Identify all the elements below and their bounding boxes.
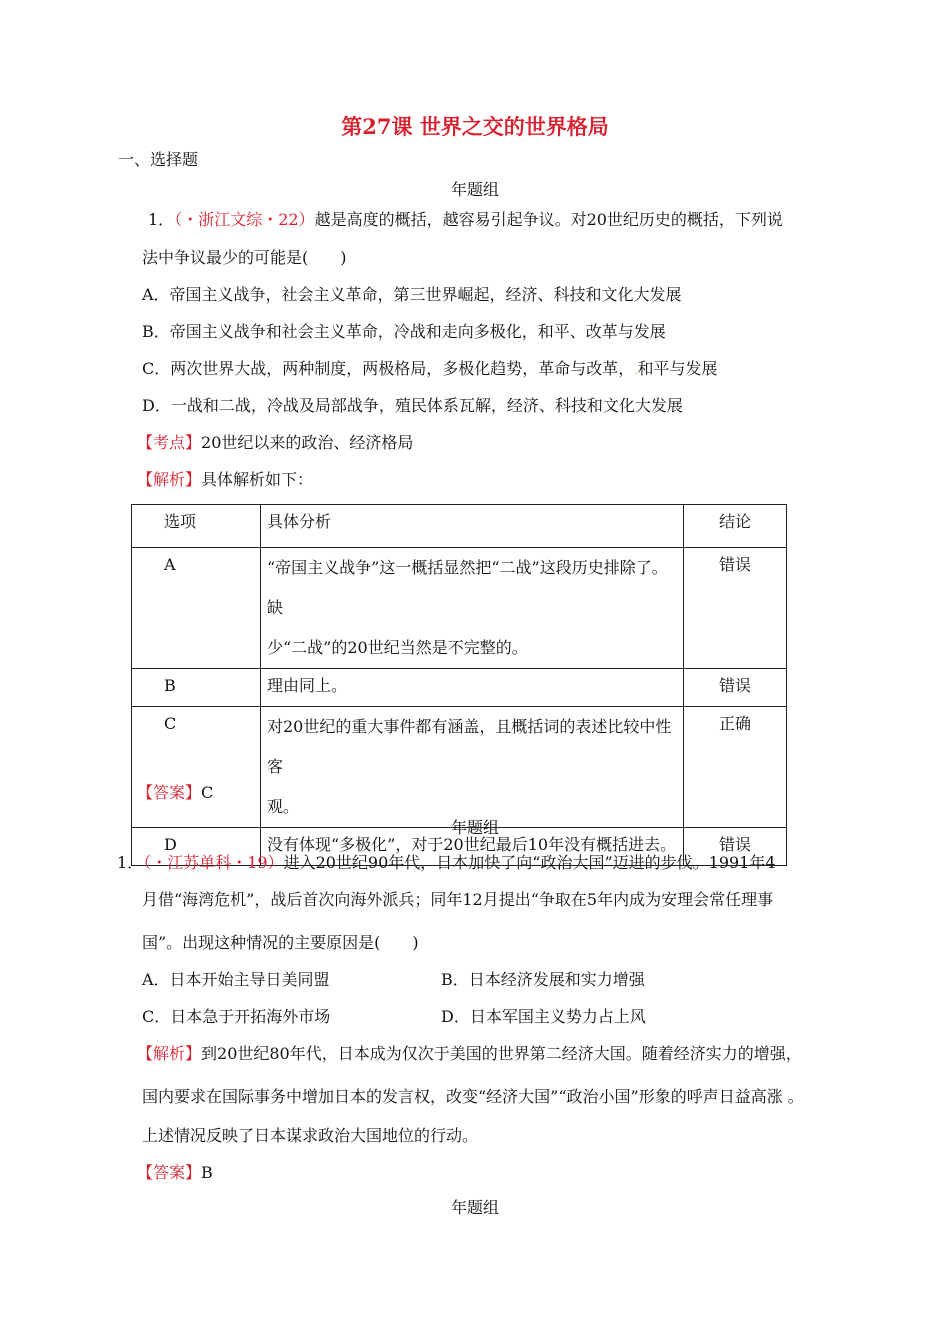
option-c: C．日本急于开拓海外市场: [142, 1007, 331, 1026]
stem-line-2: 月借“海湾危机”，战后首次向海外派兵；同年12月提出“争取在5年内成为安理会常任理事: [142, 890, 774, 909]
question-number: 1．: [117, 853, 144, 872]
question-number: 1．: [148, 210, 175, 229]
analysis-table: [131, 504, 787, 866]
option-d: D．日本军国主义势力占上风: [441, 1007, 646, 1026]
group-header-1: 年题组: [450, 180, 499, 199]
header-option: 选项: [132, 505, 261, 548]
kaodian-text: 20世纪以来的政治、经济格局: [201, 433, 414, 452]
question-2-stem: [117, 853, 776, 873]
section-heading: 一、选择题: [118, 150, 199, 169]
answer-label: 【答案】: [137, 1163, 202, 1182]
answer-1: [137, 783, 213, 803]
stray-mark: .: [634, 366, 638, 377]
question-source: （・江苏单科・19）: [143, 853, 284, 872]
header-analysis: 具体分析: [261, 505, 684, 548]
option-d: D．一战和二战，冷战及局部战争，殖民体系瓦解，经济、科技和文化大发展: [142, 396, 683, 415]
table-row: C 对20世纪的重大事件都有涵盖，且概括词的表述比较中性客 观。 正确: [132, 707, 787, 828]
stem-line-1: 进入20世纪90年代，日本加快了向“政治大国”迈进的步伐。1991年4: [283, 853, 776, 872]
answer-2: [137, 1163, 213, 1183]
question-source: （・浙江文综・22）: [174, 210, 315, 229]
table-row: A “帝国主义战争”这一概括显然把“二战”这段历史排除了。缺 少“二战”的20世纪当然是不完整的。 错误: [132, 548, 787, 669]
option-a: A．日本开始主导日美同盟: [142, 970, 330, 989]
jiexi-line-2: 国内要求在国际事务中增加日本的发言权，改变“经济大国”“政治小国”形象的呼声日益高涨 。: [142, 1087, 804, 1106]
stem-line-3: 国”。出现这种情况的主要原因是( ): [142, 933, 419, 952]
answer-value: C: [201, 783, 214, 802]
table-row: B 理由同上。 错误: [132, 669, 787, 707]
group-header-2: 年题组: [450, 818, 499, 837]
question-1-stem: [148, 210, 783, 230]
page-title: 第27课 世界之交的世界格局: [341, 114, 609, 139]
option-b: B．日本经济发展和实力增强: [441, 970, 645, 989]
jiexi-line-1: 到20世纪80年代，日本成为仅次于美国的世界第二经济大国。随着经济实力的增强，: [201, 1044, 802, 1063]
jiexi-2: [137, 1044, 802, 1064]
table-row: D 没有体现“多极化”，对于20世纪最后10年没有概括进去。 错误: [132, 828, 787, 866]
jiexi-label: 【解析】: [137, 1044, 202, 1063]
option-b: B．帝国主义战争和社会主义革命，冷战和走向多极化，和平、改革与发展: [142, 322, 666, 341]
stem-line-1: 越是高度的概括，越容易引起争议。对20世纪历史的概括，下列说: [314, 210, 783, 229]
jiexi-line-3: 上述情况反映了日本谋求政治大国地位的行动。: [142, 1126, 479, 1145]
group-header-3: 年题组: [450, 1198, 499, 1217]
jiexi-label: 【解析】: [137, 470, 202, 489]
answer-label: 【答案】: [137, 783, 202, 802]
jiexi-text: 具体解析如下：: [201, 470, 314, 489]
option-c: C．两次世界大战，两种制度，两极格局，多极化趋势，革命与改革，.和平与发展: [142, 359, 718, 378]
header-result: 结论: [684, 505, 787, 548]
table-header-row: [132, 505, 787, 548]
kaodian: [137, 433, 413, 453]
option-a: A．帝国主义战争，社会主义革命，第三世界崛起，经济、科技和文化大发展: [142, 285, 682, 304]
kaodian-label: 【考点】: [137, 433, 202, 452]
stem-line-2: 法中争议最少的可能是( ): [142, 248, 347, 267]
answer-value: B: [201, 1163, 213, 1182]
jiexi-1: [137, 470, 313, 490]
